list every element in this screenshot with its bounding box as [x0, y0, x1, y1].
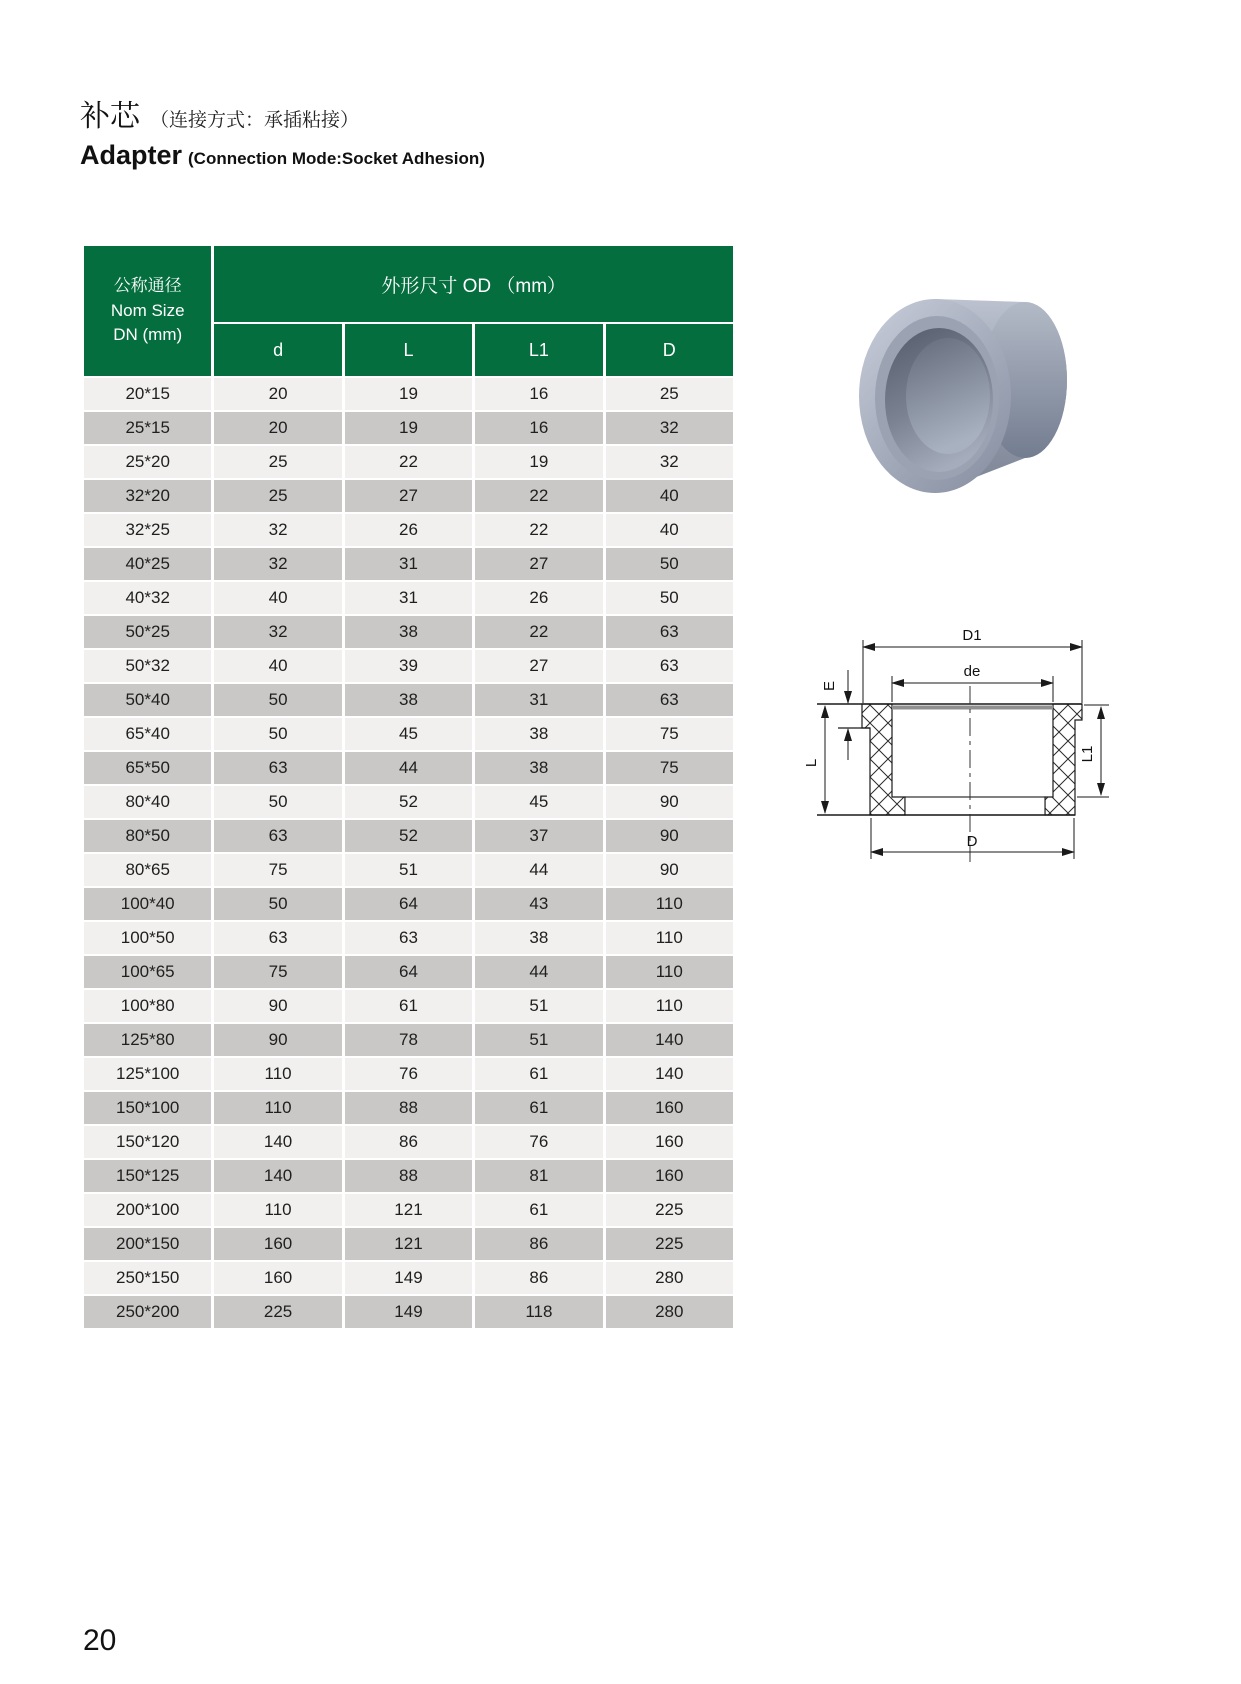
dimension-labels: [803, 627, 1096, 850]
dimension-cell: 52: [345, 820, 472, 852]
dimension-cell: 75: [606, 718, 733, 750]
dimension-cell: 160: [606, 1126, 733, 1158]
dimension-cell: 51: [345, 854, 472, 886]
dimension-cell: 280: [606, 1262, 733, 1294]
page-number: 20: [83, 1624, 117, 1657]
dimension-cell: 76: [345, 1058, 472, 1090]
dimension-cell: 45: [345, 718, 472, 750]
dimension-cell: 52: [345, 786, 472, 818]
dimension-cell: 16: [475, 378, 602, 410]
table-body: [84, 378, 733, 1328]
nom-size-cell: 250*200: [84, 1296, 211, 1328]
dimension-cell: 50: [214, 888, 341, 920]
dimension-cell: 110: [606, 956, 733, 988]
dimension-cell: 110: [214, 1058, 341, 1090]
dimension-cell: 110: [606, 888, 733, 920]
dimension-cell: 31: [345, 582, 472, 614]
dimension-cell: 75: [214, 854, 341, 886]
dimension-cell: 90: [214, 1024, 341, 1056]
dimension-cell: 160: [606, 1092, 733, 1124]
dim-label-L: L: [803, 758, 820, 768]
dimension-cell: 20: [214, 412, 341, 444]
dimension-cell: 88: [345, 1160, 472, 1192]
dimension-cell: 32: [214, 548, 341, 580]
dimension-cell: 22: [475, 514, 602, 546]
dimension-cell: 63: [345, 922, 472, 954]
dimension-cell: 27: [475, 548, 602, 580]
dimension-cell: 225: [606, 1194, 733, 1226]
dimension-cell: 37: [475, 820, 602, 852]
table-row: [84, 990, 733, 1022]
dimension-cell: 38: [475, 752, 602, 784]
dimension-cell: 43: [475, 888, 602, 920]
nom-size-cell: 125*80: [84, 1024, 211, 1056]
title-block: [80, 100, 485, 171]
dimension-cell: 19: [345, 412, 472, 444]
dimension-cell: 110: [214, 1092, 341, 1124]
dimension-cell: 32: [214, 616, 341, 648]
table-row: [84, 446, 733, 478]
dim-label-D1: D1: [962, 627, 982, 644]
dimension-table: [81, 244, 736, 1330]
dimension-table-header: [84, 246, 733, 376]
dimension-cell: 149: [345, 1262, 472, 1294]
dimension-cell: 78: [345, 1024, 472, 1056]
product-title-en: Adapter: [80, 140, 183, 170]
dimension-cell: 160: [214, 1262, 341, 1294]
column-group-header-od: 外形尺寸 OD （mm）: [214, 246, 733, 322]
dimension-cell: 25: [214, 480, 341, 512]
table-row: [84, 1092, 733, 1124]
table-row: [84, 548, 733, 580]
dimension-cell: 40: [606, 480, 733, 512]
table-row: [84, 854, 733, 886]
nom-size-cell: 100*65: [84, 956, 211, 988]
table-row: [84, 1058, 733, 1090]
dimension-cell: 225: [606, 1228, 733, 1260]
nom-size-cell: 250*150: [84, 1262, 211, 1294]
dimension-cell: 63: [214, 922, 341, 954]
nom-size-cell: 50*32: [84, 650, 211, 682]
dimension-cell: 63: [214, 752, 341, 784]
dimension-cell: 121: [345, 1228, 472, 1260]
dim-label-D: D: [966, 833, 978, 850]
dim-label-de: de: [963, 663, 981, 680]
table-row: [84, 412, 733, 444]
dimension-cell: 160: [214, 1228, 341, 1260]
nom-size-cell: 80*50: [84, 820, 211, 852]
table-row: [84, 1160, 733, 1192]
dimension-cell: 63: [606, 684, 733, 716]
dimension-cell: 32: [606, 412, 733, 444]
dimension-cell: 50: [214, 786, 341, 818]
dimension-cell: 50: [606, 548, 733, 580]
dimension-cell: 31: [345, 548, 472, 580]
nom-size-line-unit: DN (mm): [113, 325, 183, 345]
dimension-cell: 64: [345, 888, 472, 920]
dimension-cell: 64: [345, 956, 472, 988]
dimension-cell: 22: [475, 480, 602, 512]
left-wall-hatched: [862, 704, 905, 815]
dimension-cell: 38: [475, 922, 602, 954]
table-row: [84, 514, 733, 546]
dimension-cell: 63: [606, 616, 733, 648]
right-wall-hatched: [1045, 704, 1082, 815]
dimension-cell: 27: [475, 650, 602, 682]
dimension-cell: 88: [345, 1092, 472, 1124]
adapter-3d-render: [859, 299, 1067, 493]
title-line-en: [80, 140, 485, 171]
dimension-cell: 40: [214, 650, 341, 682]
dimension-cell: 90: [214, 990, 341, 1022]
table-row: [84, 786, 733, 818]
dimension-cell: 38: [345, 616, 472, 648]
dimension-cell: 44: [345, 752, 472, 784]
nom-size-cell: 100*40: [84, 888, 211, 920]
table-row: [84, 956, 733, 988]
table-row: [84, 684, 733, 716]
dimension-cell: 110: [606, 990, 733, 1022]
dimension-cell: 26: [475, 582, 602, 614]
dimension-cell: 51: [475, 990, 602, 1022]
dimension-cell: 121: [345, 1194, 472, 1226]
dimension-cell: 140: [214, 1160, 341, 1192]
column-header-nom-size: [84, 246, 211, 376]
socket-shoulder: [905, 797, 1045, 815]
dimension-cell: 44: [475, 956, 602, 988]
dimension-cell: 110: [606, 922, 733, 954]
column-header-d-small: d: [214, 324, 341, 376]
dimension-cell: 38: [345, 684, 472, 716]
dimension-cell: 50: [214, 684, 341, 716]
dimension-cell: 50: [214, 718, 341, 750]
dimension-cell: 61: [475, 1058, 602, 1090]
dimension-cell: 27: [345, 480, 472, 512]
dimension-cell: 25: [214, 446, 341, 478]
dimension-cell: 40: [214, 582, 341, 614]
dimension-cell: 50: [606, 582, 733, 614]
column-header-d-big: D: [606, 324, 733, 376]
dimension-cell: 86: [475, 1262, 602, 1294]
column-header-l1: L1: [475, 324, 602, 376]
dimension-cell: 90: [606, 854, 733, 886]
dimension-cell: 16: [475, 412, 602, 444]
nom-size-cell: 40*25: [84, 548, 211, 580]
nom-size-cell: 100*80: [84, 990, 211, 1022]
nom-size-cell: 50*40: [84, 684, 211, 716]
table-row: [84, 1296, 733, 1328]
dimension-cell: 22: [345, 446, 472, 478]
technical-drawing: [735, 570, 1120, 870]
dimension-cell: 39: [345, 650, 472, 682]
table-row: [84, 582, 733, 614]
column-header-l: L: [345, 324, 472, 376]
connection-mode-note-zh: （连接方式：承插粘接）: [150, 110, 360, 131]
nom-size-cell: 80*40: [84, 786, 211, 818]
nom-size-cell: 150*125: [84, 1160, 211, 1192]
dim-label-E: E: [821, 680, 838, 692]
nom-size-cell: 65*40: [84, 718, 211, 750]
nom-size-cell: 50*25: [84, 616, 211, 648]
nom-size-cell: 25*15: [84, 412, 211, 444]
nom-size-cell: 200*150: [84, 1228, 211, 1260]
nom-size-cell: 150*100: [84, 1092, 211, 1124]
dimension-cell: 280: [606, 1296, 733, 1328]
table-row: [84, 1024, 733, 1056]
dimension-cell: 140: [606, 1058, 733, 1090]
table-row: [84, 1126, 733, 1158]
title-line-zh: [80, 100, 485, 133]
table-row: [84, 1194, 733, 1226]
dimension-cell: 25: [606, 378, 733, 410]
adapter-product-photo: [848, 288, 1078, 503]
nom-size-cell: 125*100: [84, 1058, 211, 1090]
table-row: [84, 752, 733, 784]
connection-mode-note-en: (Connection Mode:Socket Adhesion): [188, 149, 485, 168]
dimension-cell: 38: [475, 718, 602, 750]
dimension-cell: 51: [475, 1024, 602, 1056]
dim-label-L1: L1: [1079, 745, 1096, 763]
nom-size-cell: 32*20: [84, 480, 211, 512]
dimension-cell: 140: [214, 1126, 341, 1158]
nom-size-cell: 100*50: [84, 922, 211, 954]
nom-size-cell: 40*32: [84, 582, 211, 614]
dimension-cell: 86: [475, 1228, 602, 1260]
table-row: [84, 718, 733, 750]
nom-size-cell: 200*100: [84, 1194, 211, 1226]
dimension-cell: 61: [475, 1194, 602, 1226]
table-row: [84, 378, 733, 410]
nom-size-cell: 150*120: [84, 1126, 211, 1158]
nom-size-cell: 25*20: [84, 446, 211, 478]
dimension-cell: 90: [606, 786, 733, 818]
dimension-cell: 149: [345, 1296, 472, 1328]
cross-section-body: [817, 686, 1082, 862]
dimension-cell: 19: [475, 446, 602, 478]
table-row: [84, 480, 733, 512]
dimension-cell: 26: [345, 514, 472, 546]
nom-size-cell: 20*15: [84, 378, 211, 410]
nom-size-cell: 80*65: [84, 854, 211, 886]
table-row: [84, 1228, 733, 1260]
dimension-cell: 32: [606, 446, 733, 478]
dimension-cell: 81: [475, 1160, 602, 1192]
nom-size-cell: 32*25: [84, 514, 211, 546]
dimension-cell: 75: [606, 752, 733, 784]
dimension-cell: 90: [606, 820, 733, 852]
table-row: [84, 922, 733, 954]
dimension-cell: 63: [606, 650, 733, 682]
dimension-cell: 140: [606, 1024, 733, 1056]
dimension-cell: 44: [475, 854, 602, 886]
dimension-cell: 76: [475, 1126, 602, 1158]
dimension-cell: 40: [606, 514, 733, 546]
product-title-zh: 补芯: [80, 100, 140, 133]
table-row: [84, 820, 733, 852]
nom-size-line-en: Nom Size: [110, 300, 185, 320]
dimension-cell: 45: [475, 786, 602, 818]
dimension-cell: 20: [214, 378, 341, 410]
dimension-cell: 32: [214, 514, 341, 546]
table-row: [84, 616, 733, 648]
nom-size-cell: 65*50: [84, 752, 211, 784]
dimension-cell: 61: [345, 990, 472, 1022]
dimension-cell: 110: [214, 1194, 341, 1226]
dimension-cell: 61: [475, 1092, 602, 1124]
dimension-cell: 63: [214, 820, 341, 852]
dimension-cell: 118: [475, 1296, 602, 1328]
table-row: [84, 650, 733, 682]
dimension-cell: 225: [214, 1296, 341, 1328]
dimension-cell: 31: [475, 684, 602, 716]
table-row: [84, 888, 733, 920]
dimension-cell: 75: [214, 956, 341, 988]
header-row-group: [84, 246, 733, 322]
table-row: [84, 1262, 733, 1294]
dimension-cell: 86: [345, 1126, 472, 1158]
nom-size-line-zh: 公称通径: [113, 276, 182, 296]
dimension-cell: 160: [606, 1160, 733, 1192]
dimension-cell: 19: [345, 378, 472, 410]
dimension-cell: 22: [475, 616, 602, 648]
